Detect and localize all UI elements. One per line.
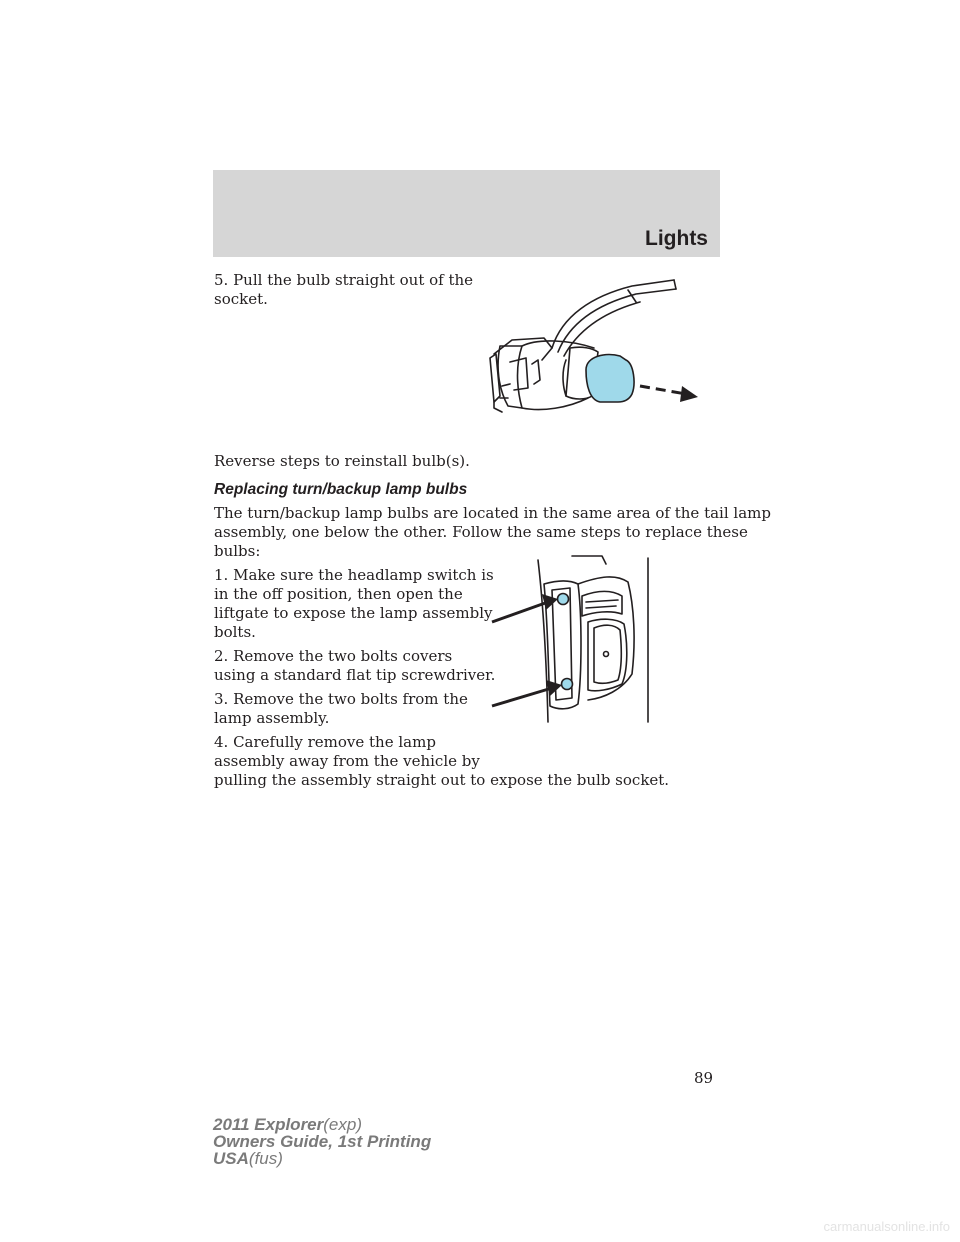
- watermark: carmanualsonline.info: [823, 1219, 950, 1234]
- reverse-steps-text: Reverse steps to reinstall bulb(s).: [214, 452, 470, 470]
- section-header-band: [213, 170, 720, 257]
- footer-model-code: (exp): [323, 1115, 362, 1134]
- subheading: Replacing turn/backup lamp bulbs: [214, 481, 468, 498]
- footer-model: 2011 Explorer: [213, 1115, 324, 1134]
- footer-market-code: (fus): [248, 1149, 283, 1168]
- section-title: Lights: [645, 227, 708, 250]
- step-1-text: 1. Make sure the headlamp switch is in the off position, then open the liftgate to expose the lamp assembly bolts.: [214, 566, 494, 641]
- footer-market: USA: [213, 1149, 249, 1168]
- step-5-text: 5. Pull the bulb straight out of the socket.: [214, 271, 474, 308]
- step-3-text: 3. Remove the two bolts from the lamp assembly.: [214, 690, 468, 727]
- intro-paragraph: The turn/backup lamp bulbs are located in the same area of the tail lamp assembly, one below the other. Follow the same steps to replace these bulbs:: [214, 504, 771, 560]
- page-number: 89: [694, 1069, 714, 1087]
- document-footer: [213, 1116, 431, 1167]
- footer-printing: Owners Guide, 1st Printing: [213, 1132, 432, 1151]
- lamp-assembly-bolts-illustration: [482, 554, 662, 726]
- bulb-removal-illustration: [482, 276, 712, 416]
- step-4-text: 4. Carefully remove the lamp assembly away from the vehicle by pulling the assembly straight out to expose the bulb socket.: [214, 733, 670, 789]
- step-2-text: 2. Remove the two bolts covers using a standard flat tip screwdriver.: [214, 647, 496, 684]
